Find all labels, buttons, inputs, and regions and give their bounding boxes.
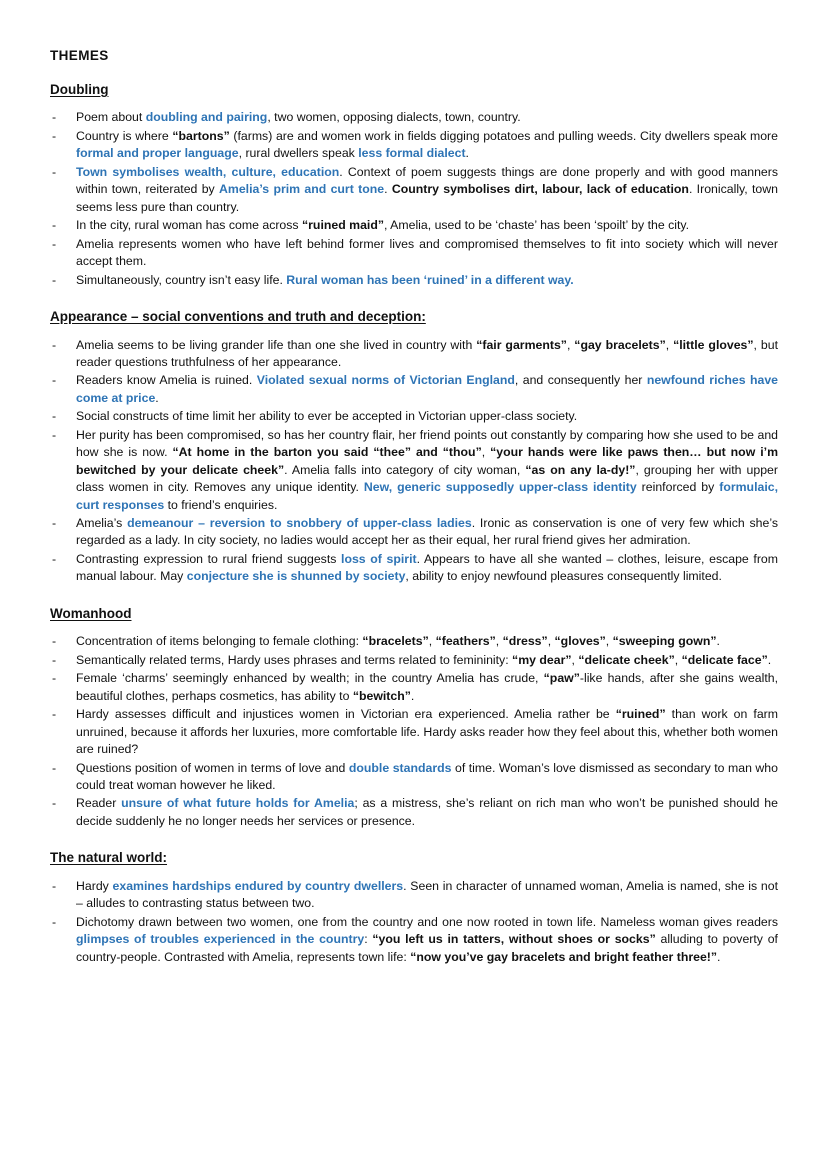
emphasis-quote: “ruined”	[615, 707, 666, 722]
highlighted-phrase: doubling and pairing	[145, 110, 268, 125]
bullet-item: - Female ‘charms’ seemingly enhanced by wealth; in the country Amelia has crude, “paw”-like hands, after she gains wealth, beautiful clothes, perhaps cosmetics, has ability to “bewitch”.	[50, 670, 778, 705]
section-heading: Womanhood	[50, 605, 132, 621]
page-title: THEMES	[50, 48, 109, 63]
emphasis-quote: “gloves”	[554, 634, 606, 649]
bullet-item: - Amelia’s demeanour – reversion to snobbery of upper-class ladies. Ironic as conservation is one of very few which she’s regarded as a lady. In city society, no ladies would accept her as their equal, her rural friend gives her admiration.	[50, 515, 778, 550]
highlighted-phrase: Violated sexual norms of Victorian England	[256, 373, 515, 388]
emphasis-quote: “paw”	[543, 671, 580, 686]
bullet-item: - Semantically related terms, Hardy uses phrases and terms related to femininity: “my dear”, “delicate cheek”, “delicate face”.	[50, 652, 778, 669]
highlighted-phrase: New, generic supposedly upper-class identity	[363, 480, 637, 495]
bullet-item: - Hardy examines hardships endured by country dwellers. Seen in character of unnamed woman, Amelia is named, she is not – alludes to contrasting status between two.	[50, 878, 778, 913]
bullet-item: - Contrasting expression to rural friend suggests loss of spirit. Appears to have all she wanted – clothes, leisure, escape from manual labour. May conjecture she is shunned by society, ability to enjoy newfound pleasures consequently limited.	[50, 551, 778, 586]
bullet-item: - In the city, rural woman has come across “ruined maid”, Amelia, used to be ‘chaste’ has been ‘spoilt’ by the city.	[50, 217, 778, 234]
bullet-item: - Her purity has been compromised, so has her country flair, her friend points out constantly by comparing how she used to be and how she is now. “At home in the barton you said “thee” and “thou”, “your hands were like paws then… but now i’m bewitched by your delicate cheek”. Amelia falls into category of city woman, “as on any la-dy!”, grouping her with upper class women in city. Removes any unique identity. New, generic supposedly upper-class identity reinforced by formulaic, curt responses to friend’s enquiries.	[50, 427, 778, 514]
highlighted-phrase: conjecture she is shunned by society	[186, 569, 406, 584]
emphasis-quote: “bartons”	[172, 128, 230, 143]
theme-section	[50, 81, 778, 289]
emphasis-quote: “you left us in tatters, without shoes or socks”	[372, 932, 656, 947]
emphasis-quote: “sweeping gown”	[612, 634, 717, 649]
section-heading: Appearance – social conventions and truth and deception:	[50, 308, 426, 324]
highlighted-phrase: Amelia’s prim and curt tone	[219, 182, 385, 197]
bullet-list	[50, 633, 778, 830]
emphasis-quote: Country symbolises dirt, labour, lack of education	[391, 182, 689, 197]
bullet-item: - Social constructs of time limit her ability to ever be accepted in Victorian upper-class society.	[50, 408, 778, 425]
bullet-item: - Hardy assesses difficult and injustices women in Victorian era experienced. Amelia rather be “ruined” than work on farm unruined, because it affords her luxuries, more comfortable life. Hardy asks reader how they feel about this, whether both women are ruined?	[50, 706, 778, 758]
theme-section	[50, 849, 778, 966]
highlighted-phrase: double standards	[348, 760, 452, 775]
highlighted-phrase: loss of spirit	[341, 551, 417, 566]
bullet-item: - Dichotomy drawn between two women, one from the country and one now rooted in town life. Nameless woman gives readers glimpses of troubles experienced in the country: “you left us in tatters, without shoes or socks” alluding to poverty of country-people. Contrasted with Amelia, represents town life: “now you’ve gay bracelets and bright feather three!”.	[50, 914, 778, 966]
emphasis-quote: “feathers”	[435, 634, 496, 649]
bullet-list	[50, 109, 778, 289]
highlighted-phrase: newfound riches have come at price	[76, 373, 778, 405]
section-heading: The natural world:	[50, 850, 168, 866]
bullet-list	[50, 878, 778, 966]
bullet-item: - Questions position of women in terms of love and double standards of time. Woman’s love dismissed as secondary to man who could treat woman however he liked.	[50, 760, 778, 795]
document-content	[50, 48, 778, 967]
emphasis-quote: “bracelets”	[362, 634, 429, 649]
highlighted-phrase: less formal dialect	[358, 146, 466, 161]
highlighted-phrase: formal and proper language	[76, 146, 239, 161]
highlighted-phrase: demeanour – reversion to snobbery of upper-class ladies	[127, 516, 472, 531]
highlighted-phrase: formulaic, curt responses	[76, 480, 778, 512]
sections-container	[50, 81, 778, 966]
bullet-item: - Readers know Amelia is ruined. Violated sexual norms of Victorian England, and consequently her newfound riches have come at price.	[50, 372, 778, 407]
section-heading: Doubling	[50, 81, 109, 97]
highlighted-phrase: glimpses of troubles experienced in the country	[76, 932, 365, 947]
bullet-item: - Reader unsure of what future holds for Amelia; as a mistress, she’s reliant on rich man who won’t be punished should he decide suddenly he no longer needs her services or presence.	[50, 795, 778, 830]
highlighted-phrase: Rural woman has been ‘ruined’ in a different way.	[286, 272, 574, 287]
emphasis-quote: “now you’ve gay bracelets and bright feather three!”	[410, 949, 718, 964]
highlighted-phrase: examines hardships endured by country dwellers	[112, 878, 404, 893]
emphasis-quote: “fair garments”	[476, 337, 567, 352]
bullet-item: - Concentration of items belonging to female clothing: “bracelets”, “feathers”, “dress”, “gloves”, “sweeping gown”.	[50, 633, 778, 650]
emphasis-quote: “gay bracelets”	[574, 337, 666, 352]
emphasis-quote: “little gloves”	[673, 337, 754, 352]
highlighted-phrase: Town symbolises wealth, culture, education	[76, 164, 340, 179]
emphasis-quote: “At home in the barton you said “thee” and “thou”	[172, 445, 482, 460]
emphasis-quote: “delicate face”	[681, 652, 768, 667]
emphasis-quote: “as on any la-dy!”	[525, 462, 636, 477]
bullet-list	[50, 337, 778, 586]
bullet-item: - Country is where “bartons” (farms) are and women work in fields digging potatoes and pulling weeds. City dwellers speak more formal and proper language, rural dwellers speak less formal dialect.	[50, 128, 778, 163]
bullet-item: - Simultaneously, country isn’t easy life. Rural woman has been ‘ruined’ in a different way.	[50, 272, 778, 289]
bullet-item: - Amelia represents women who have left behind former lives and compromised themselves to fit into society which will never accept them.	[50, 236, 778, 271]
emphasis-quote: “ruined maid”	[302, 218, 384, 233]
emphasis-quote: “my dear”	[512, 652, 572, 667]
theme-section	[50, 605, 778, 831]
emphasis-quote: “delicate cheek”	[578, 652, 675, 667]
emphasis-quote: “your hands were like paws then… but now i’m bewitched by your delicate cheek”	[76, 445, 779, 477]
highlighted-phrase: unsure of what future holds for Amelia	[121, 796, 355, 811]
emphasis-quote: “bewitch”	[352, 688, 411, 703]
bullet-item: - Poem about doubling and pairing, two women, opposing dialects, town, country.	[50, 109, 778, 126]
theme-section	[50, 308, 778, 586]
emphasis-quote: “dress”	[502, 634, 548, 649]
bullet-item: - Amelia seems to be living grander life than one she lived in country with “fair garments”, “gay bracelets”, “little gloves”, but reader questions truthfulness of her appearance.	[50, 337, 778, 372]
bullet-item: - Town symbolises wealth, culture, education. Context of poem suggests things are done properly and with good manners within town, reiterated by Amelia’s prim and curt tone. Country symbolises dirt, labour, lack of education. Ironically, town seems less pure than country.	[50, 164, 778, 216]
